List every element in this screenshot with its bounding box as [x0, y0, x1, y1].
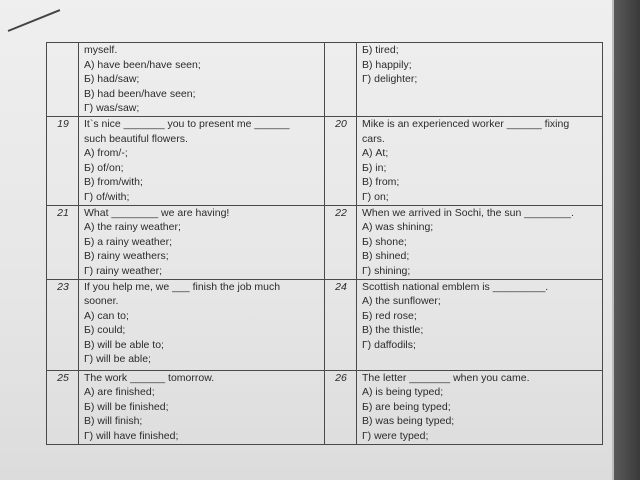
answer-option: В) was being typed; — [362, 415, 455, 428]
answer-option: А) At; — [362, 147, 389, 160]
question-cell — [79, 116, 325, 205]
question-text: sooner. — [84, 295, 119, 308]
answer-option: В) happily; — [362, 58, 412, 71]
answer-option: В) had been/have seen; — [84, 87, 196, 100]
answer-option: Г) will have finished; — [84, 429, 179, 442]
question-text: Mike is an experienced worker ______ fixing — [362, 117, 570, 130]
answer-option: А) is being typed; — [362, 386, 444, 399]
answer-option: Г) delighter; — [362, 73, 418, 86]
answer-option: Б) of/on; — [84, 161, 124, 174]
question-number: 22 — [325, 205, 357, 279]
question-number: 26 — [325, 370, 357, 444]
answer-option: А) are finished; — [84, 386, 155, 399]
question-number — [47, 43, 79, 117]
table-row — [47, 205, 603, 279]
answer-option: А) was shining; — [362, 221, 434, 234]
answer-option: Г) rainy weather; — [84, 264, 163, 277]
answer-option: А) the rainy weather; — [84, 221, 181, 234]
answer-option: Б) could; — [84, 324, 126, 337]
answer-option: Б) will be finished; — [84, 400, 169, 413]
answer-option: А) have been/have seen; — [84, 58, 201, 71]
question-text: Scottish national emblem is _________. — [362, 280, 549, 293]
answer-option: А) can to; — [84, 309, 129, 322]
answer-option: Г) was/saw; — [84, 102, 140, 115]
pen-mark — [8, 9, 61, 32]
answer-option: В) rainy weathers; — [84, 250, 169, 263]
answer-option: Б) are being typed; — [362, 400, 451, 413]
question-cell — [357, 370, 603, 444]
answer-option: В) shined; — [362, 250, 410, 263]
answer-option: Г) of/with; — [84, 190, 130, 203]
answer-option: А) the sunflower; — [362, 295, 441, 308]
table-row — [47, 116, 603, 205]
answer-option: В) from; — [362, 176, 400, 189]
question-number: 19 — [47, 116, 79, 205]
answer-option: Г) will be able; — [84, 353, 151, 366]
answer-option: Б) shone; — [362, 235, 407, 248]
question-number — [325, 43, 357, 117]
question-number: 25 — [47, 370, 79, 444]
question-table — [46, 42, 603, 445]
answer-option: Б) tired; — [362, 44, 399, 56]
table-row — [47, 43, 603, 117]
question-cell — [79, 205, 325, 279]
table-row — [47, 279, 603, 370]
answer-option: Г) were typed; — [362, 429, 429, 442]
answer-option: Б) a rainy weather; — [84, 235, 173, 248]
answer-option: Г) on; — [362, 190, 389, 203]
question-cell — [357, 43, 603, 117]
question-text: such beautiful flowers. — [84, 132, 188, 145]
answer-option: Б) had/saw; — [84, 73, 140, 86]
answer-option: Г) daffodils; — [362, 338, 416, 351]
question-text: It`s nice _______ you to present me ______ — [84, 117, 290, 130]
question-text: myself. — [84, 44, 118, 56]
answer-option: В) the thistle; — [362, 324, 424, 337]
question-cell — [357, 116, 603, 205]
question-text: The letter _______ when you came. — [362, 371, 530, 384]
question-number: 24 — [325, 279, 357, 370]
question-cell — [357, 205, 603, 279]
question-cell — [357, 279, 603, 370]
question-cell — [79, 370, 325, 444]
question-text: If you help me, we ___ finish the job much — [84, 280, 281, 293]
answer-option: В) will be able to; — [84, 338, 164, 351]
question-text: The work ______ tomorrow. — [84, 371, 215, 384]
answer-option: Б) in; — [362, 161, 387, 174]
answer-option: В) will finish; — [84, 415, 143, 428]
question-number: 23 — [47, 279, 79, 370]
answer-option: Г) shining; — [362, 264, 411, 277]
question-number: 21 — [47, 205, 79, 279]
question-text: What ________ we are having! — [84, 206, 230, 219]
question-cell — [79, 279, 325, 370]
answer-option: Б) red rose; — [362, 309, 417, 322]
question-text: When we arrived in Sochi, the sun ________. — [362, 206, 574, 219]
question-text: cars. — [362, 132, 385, 145]
answer-option: В) from/with; — [84, 176, 143, 189]
table-row — [47, 370, 603, 444]
question-number: 20 — [325, 116, 357, 205]
question-cell — [79, 43, 325, 117]
answer-option: А) from/-; — [84, 147, 128, 160]
